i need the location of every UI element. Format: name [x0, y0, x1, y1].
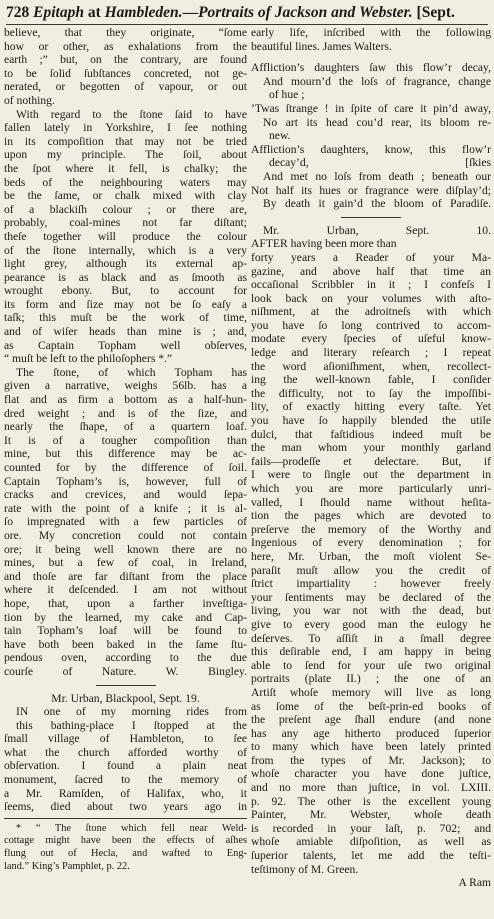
text-line: wrought ebony. But, to account for — [4, 284, 247, 298]
header-title-and: and — [331, 4, 356, 21]
text-line: Captain Topham’s is, however, full of — [4, 474, 247, 488]
footnote-line: * “ The ſtone which fell near Weld- — [16, 822, 247, 834]
text-line: A Ram — [458, 876, 491, 890]
text-line: AFTER having been more than — [251, 237, 397, 251]
text-line: be the ſame, or chalk mixed with clay — [4, 189, 247, 203]
text-line: tion the pages which are devoted to — [251, 509, 491, 523]
text-line: of nothing. — [4, 93, 55, 107]
text-line: counted for by the difference of ſoil. — [4, 461, 247, 474]
text-line: nerated, or begotten of vapour, or out — [4, 80, 247, 94]
text-line: beautiful lines. James Walters. — [251, 39, 392, 53]
text-line: portraits (plate II.) ; the one of an — [251, 672, 491, 686]
text-line: what the church afforded worthy of — [4, 745, 247, 759]
text-line: in its compoſition that may not be tried — [4, 134, 247, 148]
text-line: as ſome of the beſt-prin-ed books of — [251, 699, 491, 713]
text-line: occaſional Scribbler in it ; I confeſs I — [251, 278, 491, 292]
text-line: the difficulty, not to ſay the impoſſibi- — [251, 386, 491, 400]
header-title-webster: Webster. — [359, 4, 413, 21]
text-line: It is of a tougher compoſition than — [4, 433, 247, 447]
text-line: here, Mr. Urban, the moſt violent Se- — [251, 549, 491, 563]
text-line: teſtimony of M. Green. — [251, 862, 359, 876]
header-title-epitaph: Epitaph — [33, 4, 84, 21]
text-line: theſe together will produce the colour — [4, 229, 247, 243]
text-line: The ſtone, of which Topham has — [16, 365, 247, 379]
text-line: With regard to the ſtone ſaid to have — [16, 107, 247, 121]
text-line: you have ſo happily blended the utile — [251, 414, 491, 428]
text-line: ſuperior talents, let me add the teſti- — [251, 849, 491, 863]
section-divider — [96, 685, 156, 686]
text-line: your ſentiments may be declared of the — [251, 590, 491, 604]
section-heading: Mr. Urban, Blackpool, Sept. 19. — [51, 691, 200, 705]
text-line: dulci, that faſtidious indeed muſt be — [251, 427, 491, 441]
text-line: ſo impregnated with a few particles of — [4, 515, 247, 529]
text-line: earth ;” but, on the contrary, are found — [4, 53, 247, 67]
text-line: mines, but a few of coal, in Ireland, — [4, 556, 247, 570]
text-line: hope, that, upon a farther inveſtiga- — [4, 596, 247, 610]
text-line: dred weight ; and is of the ſize, and — [4, 406, 247, 420]
text-line: the preſent age ſhall endure (and none — [251, 713, 491, 727]
text-line: ing the well-known fable, I conſider — [251, 373, 491, 387]
text-line: and no more than juſtice, in vol. LXIII. — [251, 781, 491, 795]
header-month: [Sept. — [416, 4, 455, 21]
footnote — [4, 823, 247, 873]
text-line: No art its head cou’d rear, its bloom re- — [263, 115, 491, 129]
text-line: Ingenious of every denomination ; for — [251, 536, 491, 550]
header-dash: — — [182, 4, 199, 21]
text-line: pearance is as black and as ſmooth as — [4, 270, 247, 284]
text-line: ’Twas ſtrange ! in ſpite of care it pin’d away, — [251, 101, 491, 115]
text-line: valled, I ſhould name without heſita- — [251, 495, 491, 509]
text-line: from the types of Mr. Jackson); to — [251, 753, 491, 767]
running-header — [6, 2, 488, 25]
text-line: pendous oven, according to the due — [4, 651, 247, 665]
text-line: early life, inſcribed with the following — [251, 26, 491, 39]
footnote-line: land.” King’s Pamphlet, p. 22. — [4, 860, 130, 872]
text-line: you have ſo long contrived to accom- — [251, 318, 491, 332]
text-line: ſeems, died about two years ago in — [4, 800, 247, 814]
text-line: Affliction’s daughters ſaw this flow’r decay, — [251, 61, 491, 75]
text-line: living, you war not with the dead, but — [251, 604, 491, 618]
footnote-line: cottage might have been the effects of aſhes — [4, 835, 247, 847]
text-line: this bathing-place I ſtopped at the — [16, 718, 247, 732]
text-line: of the ſtone internally, which is a very — [4, 243, 247, 257]
text-line: I were to ſingle out the department in — [251, 468, 491, 482]
text-line: Mr. Urban, Sept. 10. — [263, 223, 491, 237]
header-title-at: at — [87, 4, 101, 21]
text-line: upon my principle. The ſoil, about — [4, 148, 247, 162]
text-line: the word aſioniſhment, when, recollect- — [251, 359, 491, 373]
text-line: modate every ſpecies of uſeful know- — [251, 332, 491, 346]
text-line: beds of the neighbouring waters may — [4, 175, 247, 189]
text-line: And mourn’d the loſs of fragrance, change — [263, 74, 491, 88]
text-line: preſerve the memory of the Worthy and — [251, 522, 491, 536]
text-line: ſtrict impartiality : however freely — [251, 577, 491, 591]
text-line: believe, that they originate, “ſome — [4, 26, 247, 39]
text-line: has any age hitherto produced ſuperior — [251, 726, 491, 740]
text-line: decay’d, [ſkies — [269, 156, 491, 170]
footnote-line: flung out of Hecla, and wafted to Eng- — [4, 848, 247, 860]
text-line: IN one of my morning rides from — [16, 705, 247, 719]
text-line: lity, of exactly hitting every taſte. Yet — [251, 400, 491, 414]
spacer — [251, 53, 491, 61]
text-line: paraſit muſt allow you the credit of — [251, 563, 491, 577]
text-line: which you are more particularly unri- — [251, 482, 491, 495]
text-line: whoſe amiable diſpoſition, as well as — [251, 835, 491, 849]
text-line: nearly the ſhape, of a quartern loaf. — [4, 420, 247, 434]
text-line: given a narrative, weighs 56lb. has a — [4, 379, 247, 393]
text-line: Not half its hues or fragrance were diſplay’d; — [251, 183, 491, 197]
text-line: gazine, and above half that time an — [251, 264, 491, 278]
text-line: fallen lately in Yorkshire, I ſee nothing — [4, 121, 247, 135]
text-line: whoſe character you have done juſtice, — [251, 767, 491, 781]
text-line: flat and as firm a bottom as a half-hun- — [4, 393, 247, 407]
text-line: mine, but this difference may be ac- — [4, 447, 247, 461]
text-line: and of wiſer heads than mine is ; and, — [4, 325, 247, 339]
text-line: new. — [269, 129, 291, 143]
text-line: as Captain Topham well obſerves, — [4, 338, 247, 352]
text-line: monument, ſacred to the memory of — [4, 773, 247, 787]
text-line: the man whom your monthly garland — [251, 441, 491, 455]
footnote-divider — [4, 818, 247, 819]
header-title-portraits: Portraits of — [198, 4, 271, 21]
text-line: Painter, Mr. Webster, whoſe death — [251, 808, 491, 822]
text-line: ledge and literary reſearch ; I repeat — [251, 346, 491, 360]
text-line: Affliction’s daughters, know, this flow’r — [251, 142, 491, 156]
text-line: fails—prodeſſe et delectare. But, if — [251, 454, 491, 468]
text-line: able to ſend for your uſe two original — [251, 658, 491, 672]
text-line: ſmall village of Hambleton, to ſee — [4, 732, 247, 746]
text-line: And met no loſs from death ; beneath our — [263, 169, 491, 183]
text-line: By death it gain’d the bloom of Paradiſe. — [263, 197, 491, 211]
text-line: obſervation. I found a plain neat — [4, 759, 247, 773]
header-title-hambleden: Hambleden. — [104, 4, 183, 21]
text-line: to many which have been lately printed — [251, 740, 491, 754]
text-line: to be ſolid ſubſtances concreted, not ge- — [4, 66, 247, 80]
text-line: taſk; this muſt be the work of time, — [4, 311, 247, 325]
text-line: of hue ; — [269, 88, 305, 102]
text-line: of a blackiſh colour ; or there are, — [4, 202, 247, 216]
text-line: rate with the point of a knife ; it is al- — [4, 501, 247, 515]
text-line: where it deſcended. I am not without — [4, 583, 247, 597]
text-line: this deſirable end, I am happy in being — [251, 645, 491, 659]
right-text-column — [251, 26, 491, 918]
text-line: niſhment, at the adroitneſs with which — [251, 305, 491, 319]
text-line: a Mr. Ramſden, of Halifax, who, it — [4, 786, 247, 800]
text-line: tion by the learned, my cake and Cap- — [4, 610, 247, 624]
text-line: courſe of Nature. W. Bingley. — [4, 664, 247, 678]
text-line: how or other, as exhalations from the — [4, 39, 247, 53]
text-line: look back on your volumes with aſto- — [251, 291, 491, 305]
text-line: cracks and crevices, and would ſepa- — [4, 488, 247, 502]
page-number: 728 — [6, 4, 30, 21]
text-line: have both been baked in the ſame ſtu- — [4, 637, 247, 651]
text-line: deſerves. To aſſiſt in a ſmall degree — [251, 631, 491, 645]
text-line: Artiſt whoſe memory will live as long — [251, 685, 491, 699]
text-line: give to every good man the eulogy he — [251, 617, 491, 631]
text-line: “ muſt be left to the philoſophers *.” — [4, 352, 173, 366]
text-line: its form and ſize may not be ſo eaſy a — [4, 297, 247, 311]
text-line: tain Topham’s loaf will be found to — [4, 624, 247, 638]
text-line: light grey, although its external ap- — [4, 257, 247, 271]
text-line: forty years a Reader of your Ma- — [251, 250, 491, 264]
text-line: ore; it being well known there are no — [4, 542, 247, 556]
section-divider — [341, 217, 401, 218]
text-line: p. 92. The other is the excellent young — [251, 794, 491, 808]
text-line: is recorded in your laſt, p. 702; and — [251, 821, 491, 835]
left-text-column — [4, 26, 247, 918]
text-line: and thoſe are far diſtant from the place — [4, 569, 247, 583]
text-line: ore. My concretion could not contain — [4, 528, 247, 542]
header-title-jackson: Jackson — [274, 4, 328, 21]
text-line: the ſpot where it fell, is chalky; the — [4, 161, 247, 175]
text-line: probably, coal-mines not far diſtant; — [4, 216, 247, 230]
